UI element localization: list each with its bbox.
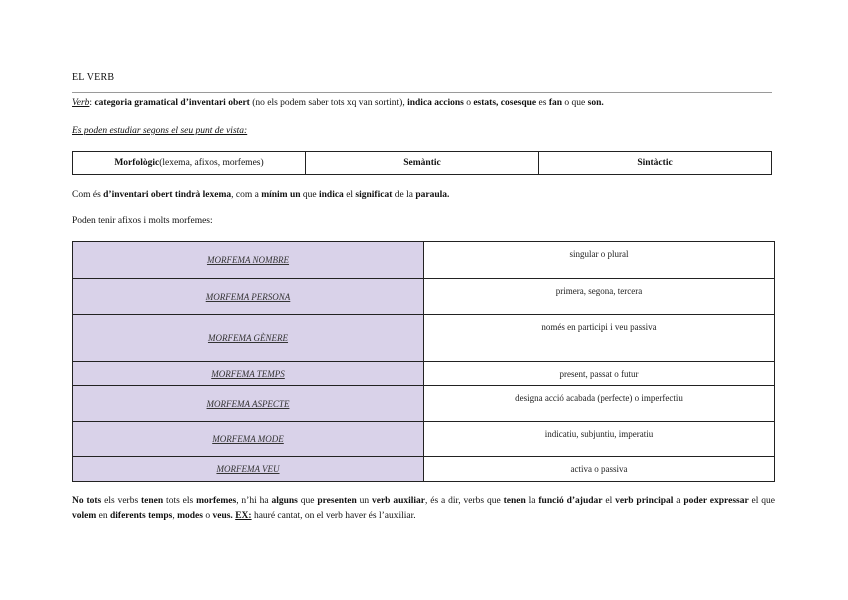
morfema-name: MORFEMA ASPECTE — [73, 386, 424, 422]
morfema-name: MORFEMA VEU — [73, 457, 424, 482]
verb-label: Verb — [72, 98, 90, 108]
morfema-name: MORFEMA MODE — [73, 422, 424, 457]
table-row — [73, 279, 775, 315]
morfema-value: primera, segona, tercera — [424, 279, 775, 315]
lexema-sentence: Com és d’inventari obert tindrà lexema, com a mínim un que indica el significat de la paraula. — [72, 190, 450, 200]
views-table — [72, 151, 772, 175]
morfema-name: MORFEMA GÈNERE — [73, 315, 424, 362]
table-row — [73, 315, 775, 362]
table-row — [73, 362, 775, 386]
view-sintactic: Sintàctic — [637, 158, 673, 168]
view-morfologic: Morfològic (lexema, afixos, morfemes) — [73, 152, 306, 174]
example-label: EX: — [235, 511, 252, 521]
auxiliary-paragraph: No tots els verbs tenen tots els morfemes, n’hi ha alguns que presenten un verb auxiliar, és a dir, verbs que tenen la funció d’ajudar el verb principal a poder expressar el que volem en diferents temps, modes o veus. EX: hauré cantat, on el verb haver és l’auxiliar. — [72, 496, 776, 521]
morfema-value: present, passat o futur — [424, 362, 775, 386]
study-intro: Es poden estudiar segons el seu punt de vista: — [72, 126, 248, 136]
morfema-name: MORFEMA TEMPS — [73, 362, 424, 386]
morfema-value: designa acció acabada (perfecte) o imperfectiu — [424, 386, 775, 422]
table-row — [73, 422, 775, 457]
morfema-value: només en participi i veu passiva — [424, 315, 775, 362]
table-row — [73, 386, 775, 422]
table-row — [73, 242, 775, 279]
view-semantic: Semàntic — [306, 152, 539, 174]
morfemes-table — [72, 241, 775, 482]
divider — [72, 92, 772, 93]
morfema-value: indicatiu, subjuntiu, imperatiu — [424, 422, 775, 457]
verb-definition: Verb: categoria gramatical d’inventari obert (no els podem saber tots xq van sortint), indica accions o estats, cosesque es fan o que son. — [72, 98, 604, 108]
table-row — [73, 457, 775, 482]
morfema-value: activa o passiva — [424, 457, 775, 482]
afixos-sentence: Poden tenir afixos i molts morfemes: — [72, 216, 213, 226]
morfema-value: singular o plural — [424, 242, 775, 279]
page-title: EL VERB — [72, 72, 115, 83]
morfema-name: MORFEMA NOMBRE — [73, 242, 424, 279]
morfema-name: MORFEMA PERSONA — [73, 279, 424, 315]
